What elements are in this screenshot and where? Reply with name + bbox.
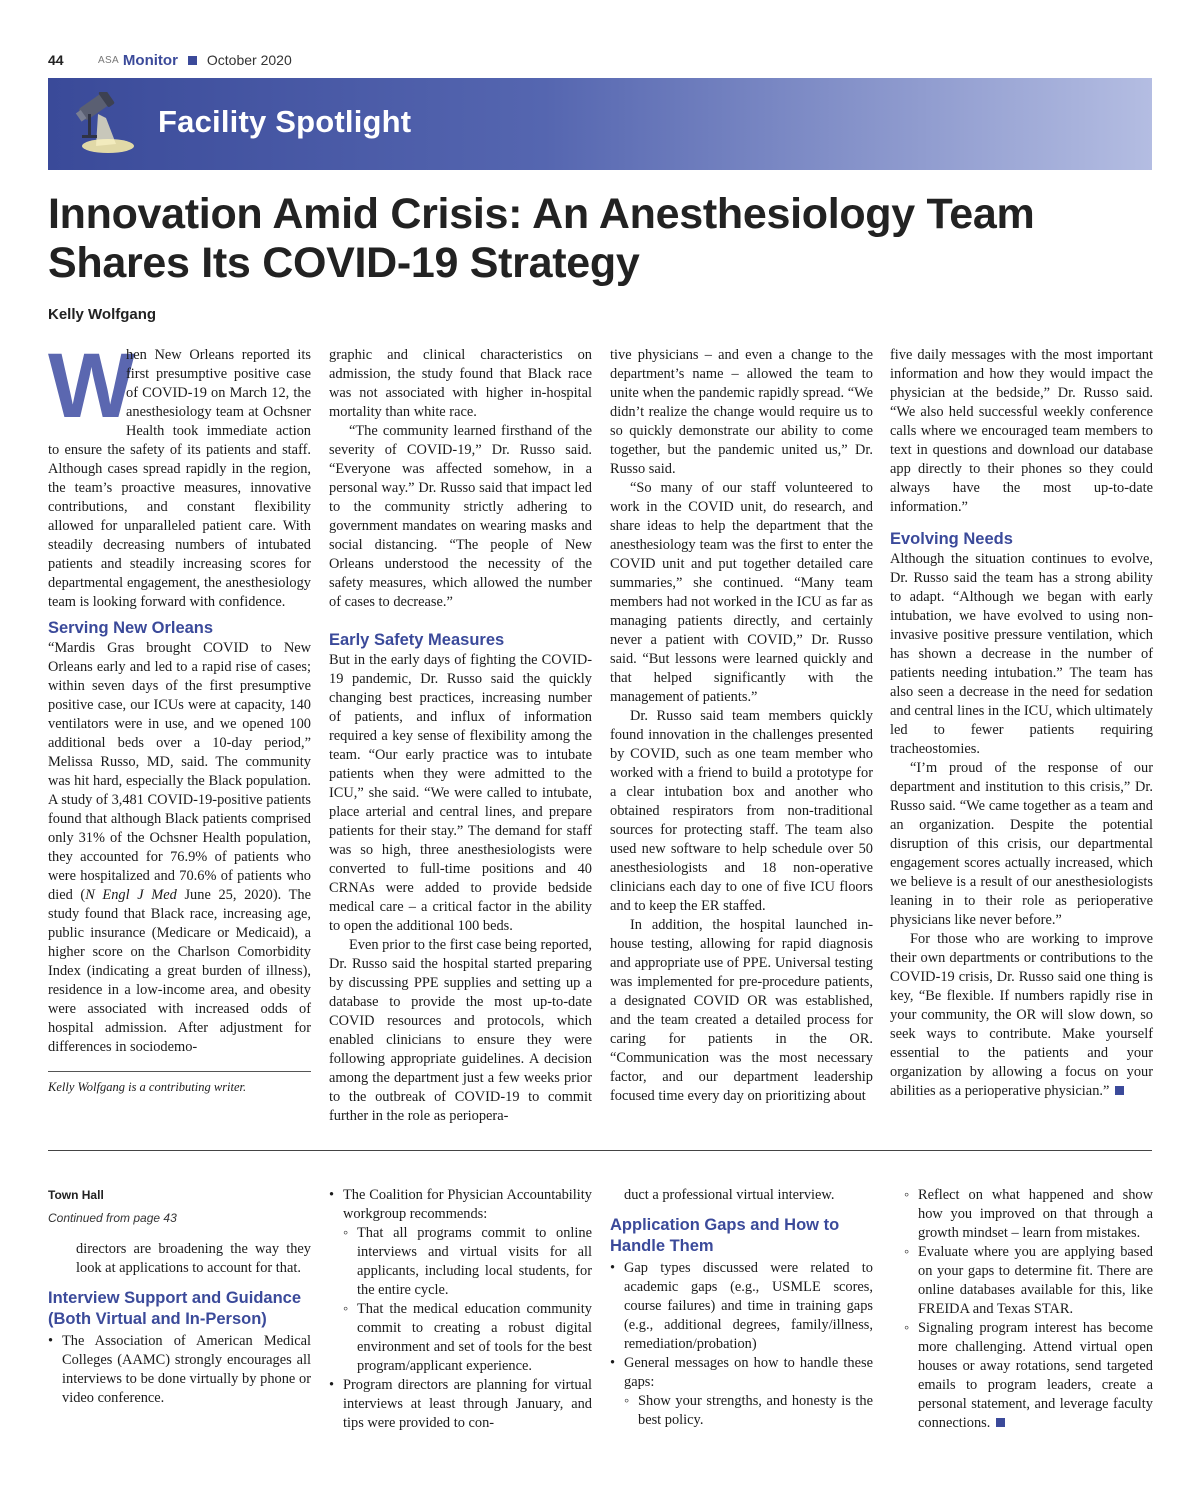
body-paragraph: In addition, the hospital launched in-house testing, allowing for rapid diagnosis and appropriate use of PPE. Universal testing was implemented for pre-procedure patients, a designated COVID OR was established, and the team created a detailed process for caring for patients in the OR. “Communication was the most necessary factor, and our department leadership focused time every day on prioritizing about (610, 917, 873, 1104)
subhead-application-gaps: Application Gaps and How to Handle Them (610, 1216, 840, 1255)
sub-list-item: ◦ Signaling program interest has become more challenging. Attend virtual open houses or away rotations, send targeted emails to program leaders, create a personal statement, and leverage faculty connections. (904, 1319, 1153, 1433)
body-paragraph: graphic and clinical characteristics on admission, the study found that Black race was not associated with higher in-hospital mortality than white race. (329, 347, 592, 420)
article-column-3 (610, 346, 873, 1106)
page-number: 44 (48, 52, 64, 68)
author-footnote: Kelly Wolfgang is a contributing writer. (48, 1071, 311, 1097)
body-paragraph: five daily messages with the most important information and how they would impact the physician at the bedside,” Dr. Russo said. “We also held successful weekly conference calls where we encouraged team members to text in questions and download our database app directly to their phones so they could always have the most up-to-date information.” (890, 347, 1153, 515)
body-paragraph: Although the situation continues to evolve, Dr. Russo said the team has a strong ability to adapt. “Although we began with early intubation, we have evolved to using non-invasive positive pressure ventilation, which has shown a decrease in the number of patients needing intubation.” The team has also seen a decrease in the need for sedation and central lines in the ICU, which ultimately led to fewer patients requiring tracheostomies. (890, 551, 1153, 757)
subhead-interview-support: Interview Support and Guidance (Both Virtual and In-Person) (48, 1289, 302, 1328)
subhead-evolving-needs: Evolving Needs (890, 530, 1013, 548)
list-item: • The Coalition for Physician Accountability workgroup recommends: ◦ That all programs commit to online interviews and virtual visits for all applicants, including local students, for the entire cycle. ◦ That the medical education community commit to creating a robust digital environment and set of tools for the best program/applicant experience. (329, 1186, 592, 1376)
list-item: • Gap types discussed were related to academic gaps (e.g., USMLE scores, course failures) and time in training gaps (e.g., additional degrees, family/illness, remediation/probation) (610, 1259, 873, 1354)
section-banner (48, 78, 1152, 170)
spotlight-icon (70, 92, 140, 158)
body-paragraph: “Mardis Gras brought COVID to New Orleans early and led to a rapid rise of cases; within seven days of the first presumptive positive case, our ICUs were at capacity, 140 ventilators were in use, and we opened 100 additional beds over a 10-day period,” Melissa Russo, MD, said. The community was hit hard, especially the Black population. A study of 3,481 COVID-19-positive patients found that although Black patients comprised only 31% of the Ochsner Health population, they accounted for 76.9% of patients who were hospitalized and 70.6% of patients who died (N Engl J Med June 25, 2020). The study found that Black race, increasing age, public insurance (Medicare or Medicaid), a higher score on the Charlson Comorbidity Index (indicating a great burden of illness), residence in a low-income area, and obesity were associated with increased odds of hospital admission. After adjustment for differences in sociodemo- (48, 640, 312, 1055)
intro-paragraph: hen New Orleans reported its first presumptive positive case of COVID-19 on March 12, the anesthesiology team at Ochsner Health took immediate action to ensure the safety of its patients and staff. Although cases spread rapidly in the region, the team’s proactive measures, innovative contributions, and constant flexibility allowed for unparalleled patient care. With steadily decreasing numbers of intubated patients and steadily increasing scores for departmental engagement, the anesthesiology team is looking forward with confidence. (48, 347, 311, 610)
town-hall-column-2 (329, 1186, 592, 1433)
town-hall-title: Town Hall (48, 1188, 104, 1202)
section-divider (48, 1150, 1152, 1151)
body-paragraph: Dr. Russo said team members quickly found innovation in the challenges presented by COVID, such as one team member who worked with a friend to build a prototype for a clear intubation box and another who obtained respirators from non-traditional sources for protecting staff. The team also used new software to help schedule over 50 anesthesiologists and 18 non-operative clinicians each day to one of five ICU floors and to keep the ER staffed. (610, 708, 873, 914)
subhead-serving-new-orleans: Serving New Orleans (48, 619, 214, 637)
sub-list (890, 1186, 1153, 1433)
body-paragraph: duct a professional virtual interview. (624, 1187, 835, 1203)
town-hall-column-1 (48, 1186, 311, 1408)
sub-list (329, 1224, 592, 1376)
section-title: Facility Spotlight (158, 104, 412, 139)
running-header (48, 48, 292, 72)
subhead-early-safety-measures: Early Safety Measures (329, 631, 505, 649)
body-paragraph: For those who are working to improve their own departments or contributions to the COVID-19 crisis, Dr. Russo said one thing is key, “Be flexible. If numbers rapidly rise in your community, the OR will slow down, so seek ways to contribute. Make yourself essential to the patients and your organization by allowing a focus on your abilities as a perioperative physician.” (890, 931, 1153, 1099)
body-paragraph: “So many of our staff volunteered to work in the COVID unit, do research, and share ideas to help the department that the anesthesiology team was the first to enter the COVID unit and put together detailed care summaries,” she continued. “Many team members had not worked in the ICU as far as managing patients directly, and certainly never a patient with COVID,” Dr. Russo said. “But lessons were learned quickly and that helped significantly with the management of patients.” (610, 480, 873, 705)
bullet-list (610, 1259, 873, 1430)
town-hall-column-3 (610, 1186, 873, 1430)
body-paragraph: tive physicians – and even a change to the department’s name – allowed the team to unite when the pandemic rapidly spread. “We didn’t realize the change would require us to so quickly demonstrate our ability to come together, but the pandemic united us,” Dr. Russo said. (610, 347, 873, 477)
list-item: • The Association of American Medical Colleges (AAMC) strongly encourages all interviews to be done virtually by phone or video conference. (48, 1332, 311, 1408)
town-hall-column-4 (890, 1186, 1153, 1433)
sub-list-item: ◦ That all programs commit to online interviews and virtual visits for all applicants, including local students, for the entire cycle. (343, 1224, 592, 1300)
sub-list-item: ◦ Show your strengths, and honesty is the best policy. (624, 1392, 873, 1430)
separator-square-icon (188, 56, 197, 65)
article-author: Kelly Wolfgang (48, 306, 157, 323)
sub-list (610, 1392, 873, 1430)
continued-note: Continued from page 43 (48, 1211, 177, 1225)
end-mark-icon (1115, 1086, 1124, 1095)
article-column-2 (329, 346, 592, 1126)
list-item: • Program directors are planning for virtual interviews at least through January, and tips were provided to con- (329, 1376, 592, 1433)
brand-asa: ASA (98, 54, 119, 66)
body-paragraph: directors are broadening the way they look at applications to account for that. (76, 1241, 311, 1276)
body-paragraph: “I’m proud of the response of our department and institution to this crisis,” Dr. Russo said. “We came together as a team and an organization. Despite the potential disruption of this crisis, our departmental engagement scores actually increased, which we believe is a result of our anesthesiologists leaning in to their role as perioperative physicians like never before.” (890, 760, 1153, 928)
body-paragraph: Even prior to the first case being reported, Dr. Russo said the hospital started preparing by discussing PPE supplies and setting up a database to provide the most up-to-date COVID resources and protocols, which enabled clinicians to ensure they were following appropriate guidelines. A decision among the department just a few weeks prior to the outbreak of COVID-19 to commit further in the role as periopera- (329, 937, 592, 1124)
dropcap-letter: W (48, 335, 135, 437)
body-paragraph: “The community learned firsthand of the severity of COVID-19,” Dr. Russo said. “Everyone was affected somehow, in a personal way.” Dr. Russo said that impact led to the community strictly adhering to government mandates on wearing masks and social distancing. “The people of New Orleans understood the necessity of the safety measures, which allowed the number of cases to decrease.” (329, 423, 592, 610)
bullet-list (329, 1186, 592, 1433)
list-item: • General messages on how to handle these gaps: ◦ Show your strengths, and honesty is the best policy. (610, 1354, 873, 1430)
sub-list-item: ◦ Reflect on what happened and show how you improved on that through a growth mindset – learn from mistakes. (904, 1186, 1153, 1243)
bullet-list (48, 1332, 311, 1408)
end-mark-icon (996, 1418, 1005, 1427)
sub-list-item: ◦ That the medical education community commit to creating a robust digital environment and set of tools for the best program/applicant experience. (343, 1300, 592, 1376)
issue-date: October 2020 (206, 52, 292, 68)
sub-list-item: ◦ Evaluate where you are applying based on your gaps to determine fit. There are online databases available for this, like FREIDA and Texas STAR. (904, 1243, 1153, 1319)
journal-citation: N Engl J Med (85, 887, 177, 903)
article-column-4 (890, 346, 1153, 1101)
dropcap (48, 335, 135, 437)
brand-monitor: Monitor (122, 51, 178, 69)
body-paragraph: But in the early days of fighting the COVID-19 pandemic, Dr. Russo said the quickly changing best practices, increasing number of patients, and influx of information required a key sense of flexibility among the team. “Our early practice was to intubate patients when they were admitted to the ICU,” she said. “We were called to intubate, place arterial and central lines, and prepare patients for their stay.” The demand for staff was so high, three anesthesiologists were converted to full-time positions and 40 CRNAs were added to provide bedside medical care – a critical factor in the ability to open the additional 100 beds. (329, 652, 592, 934)
article-column-1 (48, 335, 312, 1097)
article-headline: Innovation Amid Crisis: An Anesthesiology Team Shares Its COVID-19 Strategy (48, 190, 1035, 287)
